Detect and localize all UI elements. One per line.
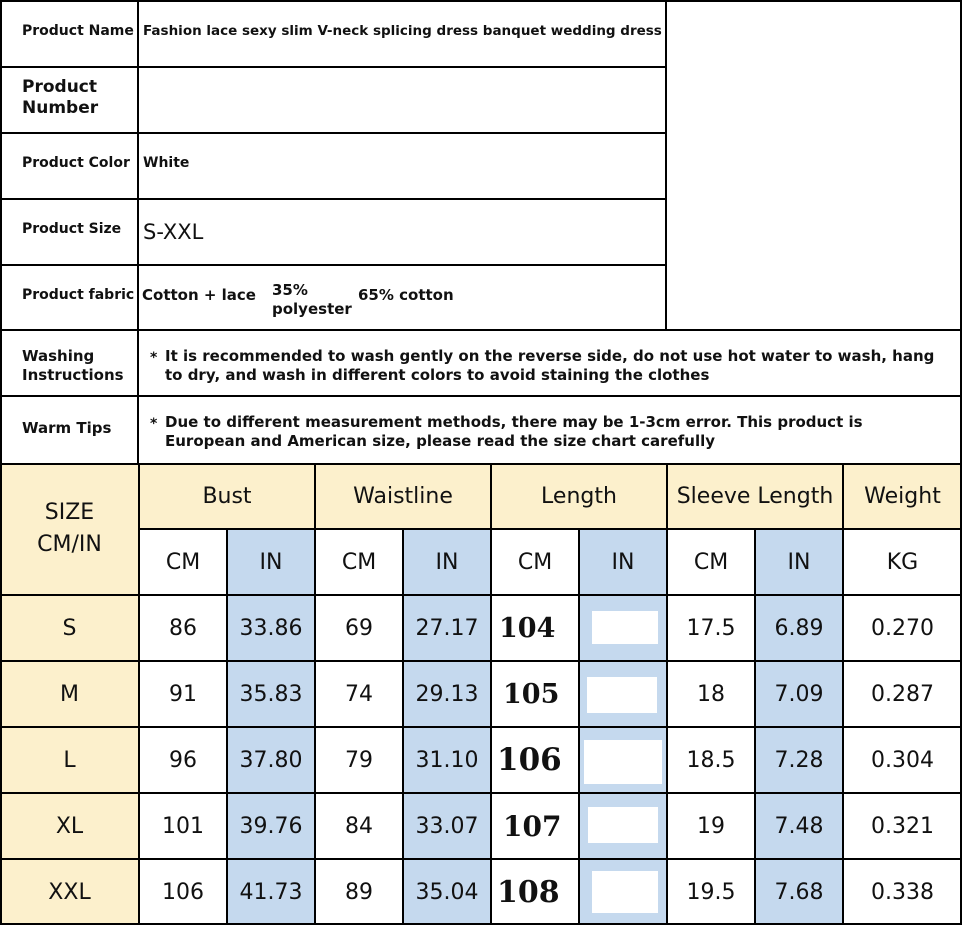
group-sleeve-length: Sleeve Length [667,463,843,529]
waist-in: 35.04 [403,859,491,925]
waist-cm: 79 [345,747,373,773]
length-cm: 108 [497,874,560,910]
length-in-blank [592,871,658,913]
row-size: S [0,595,139,661]
product-name-value: Fashion lace sexy slim V-neck splicing dress banquet wedding dress [143,23,662,39]
length-in-cell [579,859,667,925]
length-in-cell [579,727,667,793]
warm-tips-label: Warm Tips [22,419,112,437]
bust-cm: 86 [169,615,197,641]
waist-cm: 84 [345,813,373,839]
waist-cm: 74 [345,681,373,707]
row-size: XL [0,793,139,859]
warm-tips-star: * [150,416,158,432]
product-size-value: S-XXL [143,220,204,244]
bust-cm: 96 [169,747,197,773]
product-color-label: Product Color [22,155,130,171]
length-cm: 104 [499,612,556,644]
row-size: XXL [0,859,139,925]
waist-cm: 69 [345,615,373,641]
row-size: M [0,661,139,727]
washing-value: It is recommended to wash gently on the reverse side, do not use hot water to wash, hang to dry, and wash in different colors to avoid staining the clothes [165,347,935,384]
size-header: SIZE CM/IN [0,463,139,595]
bust-in: 35.83 [227,661,315,727]
waist-in: 27.17 [403,595,491,661]
weight-kg: 0.304 [871,747,934,773]
product-number-label: Product Number [22,77,99,118]
washing-star: * [150,350,158,366]
bust-cm: 91 [169,681,197,707]
length-cm: 105 [503,678,560,710]
bust-cm: 101 [162,813,204,839]
length-in-blank [587,677,657,713]
sleeve-cm: 19.5 [686,879,736,905]
group-weight: Weight [843,463,962,529]
product-size-label: Product Size [22,221,122,237]
group-waistline: Waistline [315,463,491,529]
sleeve-in: 7.28 [755,727,843,793]
waist-in: 33.07 [403,793,491,859]
unit-bust-cm: CM [165,549,201,575]
warm-tips-value: Due to different measurement methods, there may be 1-3cm error. This product is European and American size, please read the size chart carefully [165,413,863,450]
unit-sleeve-in: IN [755,529,843,595]
fabric-value-3: 65% cotton [358,286,454,304]
weight-kg: 0.287 [871,681,934,707]
waist-in: 29.13 [403,661,491,727]
group-length: Length [491,463,667,529]
sleeve-cm: 18.5 [686,747,736,773]
sleeve-in: 7.09 [755,661,843,727]
group-bust: Bust [139,463,315,529]
waist-in: 31.10 [403,727,491,793]
length-in-cell [579,661,667,727]
bust-in: 33.86 [227,595,315,661]
size-chart-table [0,463,962,925]
sleeve-cm: 19 [697,813,725,839]
washing-label: Washing Instructions [22,347,124,384]
weight-kg: 0.338 [871,879,934,905]
unit-length-cm: CM [517,549,553,575]
weight-kg: 0.321 [871,813,934,839]
unit-waist-in: IN [403,529,491,595]
fabric-value-1: Cotton + lace [142,286,256,304]
sleeve-cm: 17.5 [686,615,736,641]
sleeve-in: 6.89 [755,595,843,661]
length-in-blank [592,611,658,644]
product-fabric-label: Product fabric [22,287,135,303]
product-name-label: Product Name [22,23,134,39]
fabric-value-2: 35% polyester [272,281,352,318]
sleeve-in: 7.68 [755,859,843,925]
sleeve-cm: 18 [697,681,725,707]
bust-cm: 106 [162,879,204,905]
length-cm: 106 [497,742,562,778]
length-in-cell [579,595,667,661]
weight-kg: 0.270 [871,615,934,641]
sleeve-in: 7.48 [755,793,843,859]
bust-in: 41.73 [227,859,315,925]
row-size: L [0,727,139,793]
length-in-cell [579,793,667,859]
length-cm: 107 [503,809,562,843]
unit-weight-kg: KG [886,549,919,575]
product-color-value: White [143,155,190,171]
unit-waist-cm: CM [341,549,377,575]
length-in-blank [588,807,658,843]
unit-length-in: IN [579,529,667,595]
unit-sleeve-cm: CM [693,549,729,575]
bust-in: 37.80 [227,727,315,793]
bust-in: 39.76 [227,793,315,859]
waist-cm: 89 [345,879,373,905]
length-in-blank [584,740,662,784]
unit-bust-in: IN [227,529,315,595]
